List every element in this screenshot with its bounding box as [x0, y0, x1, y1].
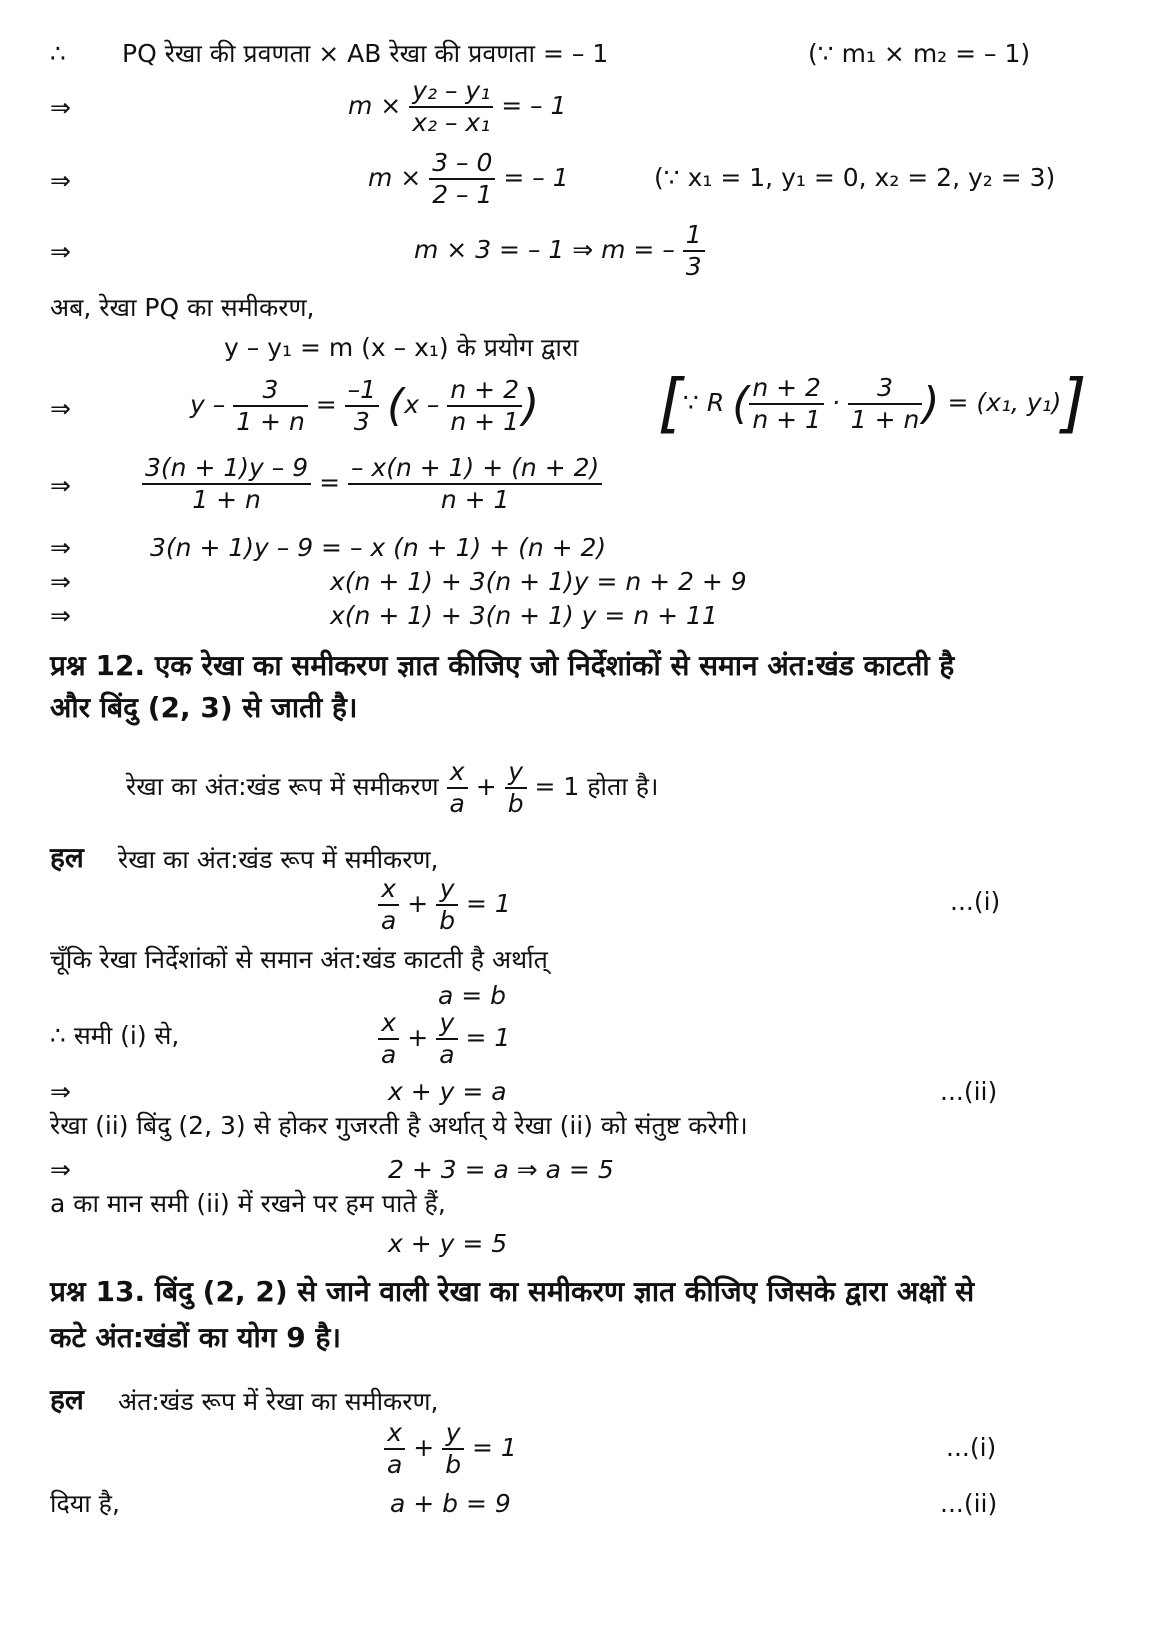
solution-label: हल: [50, 1383, 84, 1416]
a-equals-b: a = b: [438, 981, 507, 1010]
point-slope-form-text: y – y₁ = m (x – x₁) के प्रयोग द्वारा: [224, 333, 579, 362]
from-equation-i: ∴ समी (i) से,: [50, 1021, 180, 1050]
fraction-numerator: x: [378, 874, 399, 906]
final-equation: x(n + 1) + 3(n + 1) y = n + 11: [330, 601, 718, 630]
fraction-numerator: x: [447, 757, 468, 789]
intercept-form-equation: $\frac{x}{a}$ + $\frac{y}{b}$ = 1: [378, 874, 511, 936]
intercept-sum-equation: a + b = 9: [390, 1489, 511, 1518]
fraction-denominator: 2 – 1: [432, 180, 493, 209]
equation-tag-i: ...(i): [950, 887, 1001, 916]
point-r-reason: [∵ R ( $\frac{n + 2}{n + 1}$ · $\frac{3}{1 + n}$ ) = (x₁, y₁)]: [658, 367, 1087, 441]
equation-tag-ii: ...(ii): [940, 1489, 998, 1518]
intercept-form-equation: $\frac{x}{a}$ + $\frac{y}{b}$ = 1: [384, 1418, 517, 1480]
fraction-numerator: 3 – 0: [429, 148, 495, 180]
implies-arrow: ⇒: [50, 601, 71, 630]
fraction-numerator: 1: [683, 220, 705, 252]
slope-substitution-equation: m × $\frac{3 - 0}{2 - 1}$ = – 1: [368, 148, 569, 209]
fraction-numerator: y: [442, 1418, 464, 1450]
fraction-denominator: b: [445, 1450, 462, 1479]
point-slope-substitution: y – $\frac{3}{1 + n}$ = $\frac{-1}{3}$ (x – $\frac{n + 2}{n + 1}$ ): [190, 375, 540, 436]
fraction-numerator: y: [436, 1008, 457, 1040]
given-label: दिया है,: [50, 1489, 120, 1518]
cross-multiplied-equation: $\frac{3(n + 1)y - 9}{1 + n}$ = $\frac{- x(n + 1) + (n + 2)}{n + 1}$: [142, 453, 602, 515]
slope-formula-equation: m × $\frac{\text{y₂ – y₁}}{\text{x₂ – x₁}}$ = – 1: [348, 76, 567, 137]
rearranged-equation: x(n + 1) + 3(n + 1)y = n + 2 + 9: [330, 567, 747, 596]
coordinates-reason: (∵ x₁ = 1, y₁ = 0, x₂ = 2, y₂ = 3): [654, 163, 1056, 192]
fraction-denominator: a: [387, 1450, 403, 1479]
fraction-numerator: 3: [233, 375, 308, 407]
intercept-form-hint: रेखा का अंत:खंड रूप में समीकरण $\frac{x}{a}$ + $\frac{y}{b}$ = 1 होता है।: [126, 757, 659, 818]
fraction-denominator: b: [439, 906, 456, 935]
slope-product-reason: (∵ m₁ × m₂ = – 1): [808, 39, 1031, 68]
solution-label: हल: [50, 841, 84, 874]
equation-tag-ii: ...(ii): [940, 1077, 998, 1106]
fraction-denominator: 3: [353, 407, 370, 436]
implies-arrow: ⇒: [50, 567, 71, 596]
fraction-denominator: a: [449, 789, 465, 818]
fraction-numerator: – x(n + 1) + (n + 2): [348, 453, 602, 485]
question-12-line-1: प्रश्न 12. एक रेखा का समीकरण ज्ञात कीजिए जो निर्देशांकों से समान अंत:खंड काटती है: [50, 649, 955, 682]
fraction-numerator: x: [384, 1418, 405, 1450]
substituted-intercept-equation: $\frac{x}{a}$ + $\frac{y}{a}$ = 1: [378, 1008, 510, 1070]
implies-arrow: ⇒: [50, 533, 71, 562]
implies-arrow: ⇒: [50, 166, 71, 195]
a-value-derivation: 2 + 3 = a ⇒ a = 5: [388, 1155, 614, 1184]
fraction-denominator: n + 1: [450, 407, 519, 436]
fraction-numerator: n + 2: [447, 375, 522, 407]
question-13-line-1: प्रश्न 13. बिंदु (2, 2) से जाने वाली रेखा का समीकरण ज्ञात कीजिए जिसके द्वारा अक्षों से: [50, 1275, 975, 1308]
fraction-numerator: y: [436, 874, 458, 906]
fraction-denominator: 1 + n: [236, 407, 305, 436]
solution-intro: रेखा का अंत:खंड रूप में समीकरण,: [118, 845, 439, 874]
fraction-numerator: 3(n + 1)y – 9: [142, 453, 311, 485]
slope-product-statement: PQ रेखा की प्रवणता × AB रेखा की प्रवणता = – 1: [122, 39, 609, 68]
fraction-denominator: 1 + n: [192, 485, 261, 514]
equal-intercepts-statement: चूँकि रेखा निर्देशांकों से समान अंत:खंड काटती है अर्थात्: [50, 945, 548, 974]
fraction-numerator: n + 2: [749, 373, 824, 405]
implies-arrow: ⇒: [50, 471, 71, 500]
fraction-denominator: n + 1: [440, 485, 510, 514]
line-pq-equation-heading: अब, रेखा PQ का समीकरण,: [50, 293, 315, 322]
implies-arrow: ⇒: [50, 237, 71, 266]
fraction-numerator: 3: [848, 373, 923, 405]
answer-equation-12: x + y = 5: [388, 1229, 508, 1258]
substitute-a-statement: a का मान समी (ii) में रखने पर हम पाते हैं,: [50, 1189, 446, 1218]
fraction-numerator: y: [505, 757, 527, 789]
question-12-line-2: और बिंदु (2, 3) से जाती है।: [50, 691, 358, 724]
fraction-denominator: 1 + n: [850, 405, 920, 434]
implies-arrow: ⇒: [50, 1155, 71, 1184]
implies-arrow: ⇒: [50, 93, 71, 122]
fraction-denominator: b: [507, 789, 524, 818]
implies-arrow: ⇒: [50, 1077, 71, 1106]
fraction-denominator: x₂ – x₁: [412, 108, 491, 137]
equation-tag-i: ...(i): [946, 1433, 997, 1462]
fraction-numerator: x: [378, 1008, 399, 1040]
fraction-denominator: 3: [685, 252, 702, 281]
fraction-denominator: a: [439, 1040, 455, 1069]
fraction-numerator: –1: [345, 375, 379, 407]
expanded-equation: 3(n + 1)y – 9 = – x (n + 1) + (n + 2): [150, 533, 607, 562]
slope-result-equation: m × 3 = – 1 ⇒ m = – $\frac{1}{3}$: [414, 220, 705, 282]
point-satisfies-statement: रेखा (ii) बिंदु (2, 3) से होकर गुजरती है अर्थात् ये रेखा (ii) को संतुष्ट करेगी।: [50, 1111, 748, 1140]
fraction-denominator: a: [381, 906, 397, 935]
therefore-symbol: ∴: [50, 39, 66, 68]
x-plus-y-equals-a: x + y = a: [388, 1077, 507, 1106]
fraction-denominator: n + 1: [752, 405, 821, 434]
fraction-denominator: a: [381, 1040, 397, 1069]
question-13-line-2: कटे अंत:खंडों का योग 9 है।: [50, 1321, 342, 1354]
fraction-numerator: y₂ – y₁: [409, 76, 493, 108]
solution-intro: अंत:खंड रूप में रेखा का समीकरण,: [118, 1387, 439, 1416]
implies-arrow: ⇒: [50, 394, 71, 423]
